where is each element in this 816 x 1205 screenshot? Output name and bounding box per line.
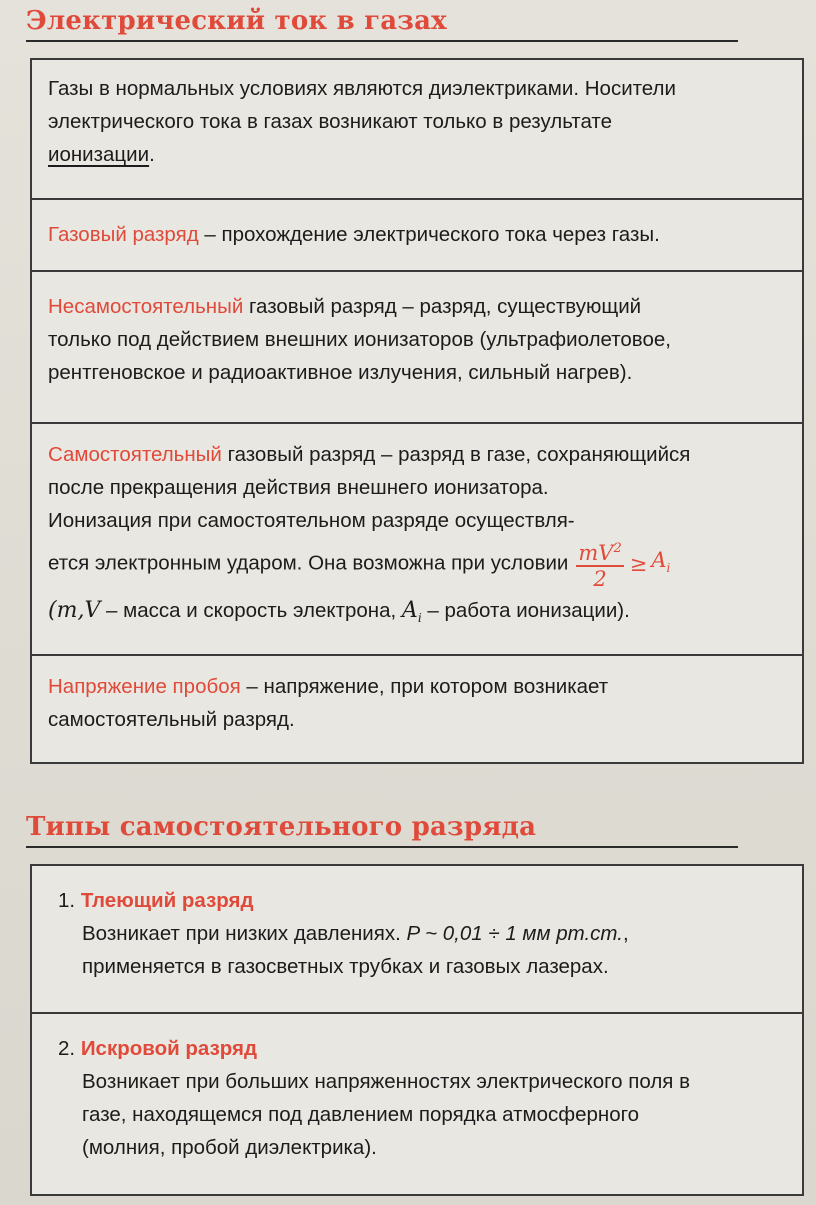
title-underline (26, 40, 738, 42)
self-discharge-cell (32, 422, 802, 654)
section-title: Электрический ток в газах (26, 6, 447, 36)
intro-line: электрического тока в газах возникают только в результате (48, 110, 612, 133)
spark-discharge-title: Искровой разряд (80, 1037, 257, 1060)
spark-line: Возникает при больших напряженностях электрического поля в (82, 1070, 690, 1093)
term-breakdown-voltage: Напряжение пробоя (48, 675, 241, 698)
self-line: после прекращения действия внешнего ионизатора. (48, 476, 549, 499)
non-self-line: рентгеновское и радиоактивное излучения, сильный нагрев). (48, 361, 633, 384)
gas-discharge-definition: Газовый разряд – прохождение электрического тока через газы. (48, 223, 660, 246)
spark-discharge-heading: 2. Искровой разряд (58, 1037, 257, 1060)
pressure-range: P ~ 0,01 ÷ 1 мм рт.ст. (406, 922, 623, 945)
spark-discharge-cell (32, 1012, 802, 1194)
glow-discharge-title: Тлеющий разряд (80, 889, 254, 912)
intro-line: ионизации. (48, 143, 155, 166)
term-gas-discharge: Газовый разряд (48, 223, 199, 246)
ionization-term: ионизации (48, 143, 150, 166)
glow-line: Возникает при низких давлениях. P ~ 0,01 ÷ 1 мм рт.ст., (82, 922, 629, 945)
self-line: ется электронным ударом. Она возможна при условии $\frac{mV^2}{2}$ ≥ $A_i$ (48, 537, 786, 591)
intro-cell (32, 60, 802, 198)
non-self-line: только под действием внешних ионизаторов (ультрафиолетовое, (48, 328, 671, 351)
ionization-condition-formula: $\frac{mV^2}{2}$ ≥ $A_i$ (576, 537, 670, 591)
definitions-box (30, 58, 804, 764)
spark-line: (молния, пробой диэлектрика). (82, 1136, 377, 1159)
breakdown-line: самостоятельный разряд. (48, 708, 295, 731)
intro-line: Газы в нормальных условиях являются диэлектриками. Носители (48, 77, 676, 100)
glow-discharge-cell (32, 866, 802, 1012)
gas-discharge-cell (32, 198, 802, 270)
section-title: Типы самостоятельного разряда (26, 812, 537, 842)
non-self-discharge-cell (32, 270, 802, 422)
glow-discharge-heading: 1. Тлеющий разряд (58, 889, 254, 912)
title-underline (26, 846, 738, 848)
non-self-line: Несамостоятельный газовый разряд – разряд, существующий (48, 295, 642, 318)
types-box (30, 864, 804, 1196)
breakdown-line: Напряжение пробоя – напряжение, при котором возникает (48, 675, 609, 698)
self-line: Самостоятельный газовый разряд – разряд в газе, сохраняющийся (48, 443, 691, 466)
glow-line: применяется в газосветных трубках и газовых лазерах. (82, 955, 609, 978)
self-line: Ионизация при самостоятельном разряде осуществля- (48, 509, 575, 532)
breakdown-voltage-cell (32, 654, 802, 762)
self-legend-line: (m,V – масса и скорость электрона, $A_i$ – работа ионизации). (48, 598, 630, 626)
term-non-self: Несамостоятельный (48, 295, 244, 318)
spark-line: газе, находящемся под давлением порядка атмосферного (82, 1103, 640, 1126)
term-self: Самостоятельный (48, 443, 222, 466)
